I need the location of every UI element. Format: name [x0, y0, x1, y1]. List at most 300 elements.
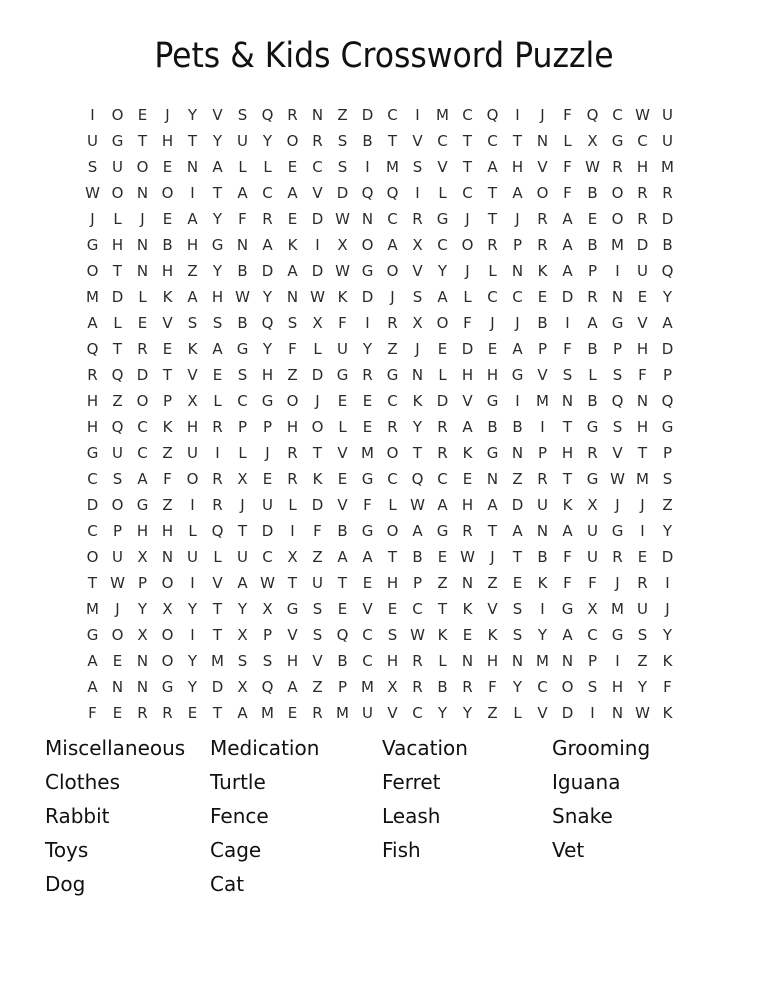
grid-letter: F — [563, 574, 572, 592]
grid-letter: J — [665, 600, 670, 618]
grid-letter: Z — [337, 106, 348, 124]
grid-letter: O — [536, 184, 549, 202]
grid-letter: T — [312, 444, 323, 462]
word-item: Medication — [210, 736, 320, 760]
grid-letter: K — [162, 418, 173, 436]
grid-letter: B — [412, 548, 423, 566]
grid-letter: J — [315, 392, 320, 410]
grid-letter: C — [387, 106, 398, 124]
grid-letter: C — [362, 626, 373, 644]
grid-letter: A — [237, 704, 248, 722]
grid-letter: S — [87, 158, 98, 176]
grid-letter: R — [412, 678, 423, 696]
grid-letter: C — [612, 106, 623, 124]
grid-letter: S — [312, 626, 323, 644]
grid-letter: W — [110, 574, 125, 592]
grid-letter: R — [287, 444, 298, 462]
grid-letter: S — [237, 652, 248, 670]
grid-letter: R — [462, 522, 473, 540]
grid-letter: C — [387, 392, 398, 410]
grid-letter: T — [462, 158, 473, 176]
grid-letter: P — [587, 262, 598, 280]
grid-letter: H — [561, 444, 574, 462]
grid-letter: K — [562, 496, 573, 514]
grid-letter: D — [111, 288, 124, 306]
grid-letter: G — [236, 340, 249, 358]
grid-letter: W — [335, 210, 350, 228]
grid-letter: C — [362, 652, 373, 670]
grid-letter: D — [561, 704, 574, 722]
grid-letter: K — [287, 236, 298, 254]
grid-letter: L — [438, 366, 447, 384]
grid-letter: K — [437, 626, 448, 644]
grid-letter: K — [537, 574, 548, 592]
grid-letter: Z — [662, 496, 673, 514]
grid-letter: C — [437, 470, 448, 488]
grid-letter: S — [612, 366, 623, 384]
grid-letter: Z — [637, 652, 648, 670]
grid-letter: M — [336, 704, 349, 722]
grid-letter: C — [462, 184, 473, 202]
grid-letter: W — [410, 496, 425, 514]
grid-letter: L — [513, 704, 522, 722]
grid-letter: J — [615, 574, 620, 592]
grid-letter: Z — [512, 470, 523, 488]
grid-letter: B — [587, 392, 598, 410]
word-list-column — [210, 731, 319, 901]
grid-letter: Q — [411, 470, 424, 488]
grid-letter: J — [165, 106, 170, 124]
grid-letter: F — [488, 678, 497, 696]
grid-letter: B — [587, 340, 598, 358]
grid-letter: T — [112, 340, 123, 358]
grid-letter: A — [362, 548, 373, 566]
grid-letter: U — [237, 548, 248, 566]
grid-letter: L — [463, 288, 472, 306]
grid-letter: X — [137, 548, 148, 566]
grid-letter: Z — [112, 392, 123, 410]
grid-letter: S — [512, 600, 523, 618]
grid-letter: D — [211, 678, 224, 696]
grid-letter: O — [111, 106, 124, 124]
grid-letter: H — [86, 392, 99, 410]
grid-letter: L — [588, 366, 597, 384]
grid-letter: H — [286, 652, 299, 670]
grid-letter: T — [112, 262, 123, 280]
grid-letter: F — [663, 678, 672, 696]
grid-letter: D — [311, 210, 324, 228]
grid-letter: L — [238, 158, 247, 176]
grid-letter: N — [561, 392, 574, 410]
word-item: Vacation — [382, 736, 468, 760]
grid-letter: J — [140, 210, 145, 228]
grid-letter: J — [115, 600, 120, 618]
grid-letter: N — [511, 444, 524, 462]
grid-letter: K — [487, 626, 498, 644]
grid-letter: J — [240, 496, 245, 514]
grid-letter: R — [537, 236, 548, 254]
grid-letter: N — [136, 236, 149, 254]
grid-letter: N — [611, 288, 624, 306]
grid-letter: I — [415, 184, 420, 202]
grid-letter: I — [290, 522, 295, 540]
grid-letter: Y — [212, 132, 223, 150]
grid-letter: Y — [412, 418, 423, 436]
grid-letter: F — [288, 340, 297, 358]
word-item: Snake — [552, 804, 613, 828]
grid-letter: O — [111, 496, 124, 514]
grid-letter: V — [212, 106, 223, 124]
grid-letter: B — [162, 236, 173, 254]
grid-letter: A — [487, 158, 498, 176]
grid-letter: Y — [137, 600, 148, 618]
grid-letter: H — [186, 418, 199, 436]
grid-letter: O — [161, 626, 174, 644]
grid-letter: V — [312, 652, 323, 670]
grid-letter: K — [537, 262, 548, 280]
grid-letter: F — [563, 158, 572, 176]
grid-letter: O — [186, 470, 199, 488]
grid-letter: M — [661, 158, 674, 176]
grid-letter: D — [361, 106, 374, 124]
grid-letter: I — [190, 184, 195, 202]
grid-letter: P — [337, 678, 348, 696]
grid-letter: Q — [361, 184, 374, 202]
grid-letter: A — [187, 210, 198, 228]
word-list-column — [45, 731, 185, 901]
grid-letter: L — [263, 158, 272, 176]
grid-letter: Z — [187, 262, 198, 280]
grid-letter: X — [312, 314, 323, 332]
word-item: Toys — [45, 838, 89, 862]
grid-letter: X — [287, 548, 298, 566]
grid-letter: E — [512, 574, 523, 592]
grid-letter: P — [537, 444, 548, 462]
grid-letter: G — [611, 626, 624, 644]
grid-letter: J — [465, 262, 470, 280]
grid-letter: F — [313, 522, 322, 540]
grid-letter: F — [238, 210, 247, 228]
grid-letter: T — [487, 522, 498, 540]
grid-letter: Y — [362, 340, 373, 358]
grid-letter: G — [161, 678, 174, 696]
grid-letter: R — [462, 678, 473, 696]
grid-letter: K — [337, 288, 348, 306]
grid-letter: I — [515, 392, 520, 410]
grid-letter: A — [387, 236, 398, 254]
grid-letter: K — [662, 652, 673, 670]
grid-letter: R — [287, 470, 298, 488]
grid-letter: G — [386, 366, 399, 384]
grid-letter: C — [262, 548, 273, 566]
grid-letter: V — [287, 626, 298, 644]
grid-letter: T — [462, 132, 473, 150]
grid-letter: E — [462, 470, 473, 488]
grid-letter: N — [136, 262, 149, 280]
grid-letter: M — [86, 288, 99, 306]
grid-letter: P — [137, 574, 148, 592]
grid-letter: U — [362, 704, 373, 722]
grid-letter: D — [311, 496, 324, 514]
grid-letter: M — [536, 392, 549, 410]
grid-letter: Y — [462, 704, 473, 722]
grid-letter: J — [515, 210, 520, 228]
grid-letter: F — [338, 314, 347, 332]
grid-letter: I — [190, 574, 195, 592]
grid-letter: T — [562, 418, 573, 436]
grid-letter: O — [561, 678, 574, 696]
grid-letter: F — [463, 314, 472, 332]
grid-letter: X — [387, 678, 398, 696]
grid-letter: T — [387, 548, 398, 566]
grid-letter: S — [337, 158, 348, 176]
grid-letter: R — [662, 184, 673, 202]
grid-letter: I — [540, 600, 545, 618]
grid-letter: A — [237, 184, 248, 202]
grid-letter: R — [387, 418, 398, 436]
grid-letter: W — [610, 470, 625, 488]
grid-letter: U — [662, 132, 673, 150]
grid-letter: Y — [262, 288, 273, 306]
grid-letter: T — [437, 600, 448, 618]
grid-letter: R — [212, 418, 223, 436]
grid-letter: L — [188, 522, 197, 540]
grid-letter: S — [587, 678, 598, 696]
grid-letter: R — [387, 314, 398, 332]
grid-letter: X — [137, 626, 148, 644]
grid-letter: P — [587, 652, 598, 670]
grid-letter: T — [87, 574, 98, 592]
grid-letter: Q — [211, 522, 224, 540]
grid-letter: H — [186, 236, 199, 254]
grid-letter: T — [287, 574, 298, 592]
grid-letter: A — [512, 340, 523, 358]
grid-letter: L — [213, 548, 222, 566]
grid-letter: A — [562, 210, 573, 228]
grid-letter: N — [286, 288, 299, 306]
grid-letter: W — [460, 548, 475, 566]
word-search-grid — [80, 102, 680, 726]
grid-letter: R — [437, 418, 448, 436]
grid-letter: C — [487, 132, 498, 150]
grid-letter: L — [313, 340, 322, 358]
grid-letter: Y — [187, 652, 198, 670]
grid-letter: A — [512, 522, 523, 540]
grid-letter: B — [537, 548, 548, 566]
grid-letter: J — [265, 444, 270, 462]
grid-letter: Q — [661, 392, 674, 410]
grid-letter: N — [161, 548, 174, 566]
grid-letter: S — [662, 470, 673, 488]
grid-letter: C — [637, 132, 648, 150]
grid-letter: C — [412, 704, 423, 722]
grid-letter: K — [462, 444, 473, 462]
grid-letter: N — [461, 574, 474, 592]
grid-letter: Z — [487, 574, 498, 592]
page-title: Pets & Kids Crossword Puzzle — [154, 36, 614, 76]
grid-letter: P — [412, 574, 423, 592]
grid-letter: A — [287, 262, 298, 280]
grid-letter: E — [587, 210, 598, 228]
grid-letter: R — [612, 548, 623, 566]
grid-letter: X — [412, 236, 423, 254]
grid-letter: T — [487, 210, 498, 228]
grid-letter: O — [286, 132, 299, 150]
grid-letter: I — [640, 522, 645, 540]
grid-letter: G — [486, 444, 499, 462]
grid-letter: T — [487, 184, 498, 202]
grid-letter: R — [212, 496, 223, 514]
grid-letter: J — [640, 496, 645, 514]
grid-letter: I — [415, 106, 420, 124]
grid-letter: U — [112, 548, 123, 566]
grid-letter: O — [386, 444, 399, 462]
grid-letter: R — [362, 366, 373, 384]
grid-letter: O — [161, 574, 174, 592]
grid-letter: O — [361, 236, 374, 254]
grid-letter: G — [586, 470, 599, 488]
grid-letter: A — [562, 236, 573, 254]
grid-letter: W — [335, 262, 350, 280]
grid-letter: V — [162, 314, 173, 332]
grid-letter: E — [262, 470, 273, 488]
grid-letter: H — [511, 158, 524, 176]
grid-letter: G — [136, 496, 149, 514]
grid-letter: O — [86, 548, 99, 566]
grid-letter: O — [136, 392, 149, 410]
grid-letter: O — [461, 236, 474, 254]
grid-letter: D — [311, 262, 324, 280]
grid-letter: T — [387, 132, 398, 150]
grid-letter: H — [611, 678, 624, 696]
grid-letter: C — [387, 210, 398, 228]
grid-letter: L — [213, 392, 222, 410]
grid-letter: R — [587, 444, 598, 462]
grid-letter: G — [111, 132, 124, 150]
grid-letter: Q — [486, 106, 499, 124]
grid-letter: P — [262, 626, 273, 644]
grid-letter: X — [587, 132, 598, 150]
grid-letter: N — [611, 704, 624, 722]
grid-letter: N — [186, 158, 199, 176]
grid-letter: Z — [487, 704, 498, 722]
grid-letter: T — [137, 132, 148, 150]
grid-letter: A — [587, 314, 598, 332]
grid-letter: K — [312, 470, 323, 488]
grid-letter: A — [487, 496, 498, 514]
grid-letter: H — [486, 652, 499, 670]
grid-letter: T — [212, 600, 223, 618]
grid-letter: H — [636, 158, 649, 176]
grid-letter: H — [461, 496, 474, 514]
grid-letter: V — [537, 366, 548, 384]
word-item: Miscellaneous — [45, 736, 186, 760]
grid-letter: G — [261, 392, 274, 410]
grid-letter: D — [661, 340, 674, 358]
grid-letter: A — [212, 340, 223, 358]
grid-letter: U — [312, 574, 323, 592]
grid-letter: C — [312, 158, 323, 176]
grid-letter: U — [662, 106, 673, 124]
grid-letter: G — [436, 210, 449, 228]
grid-letter: J — [90, 210, 95, 228]
grid-letter: X — [162, 600, 173, 618]
grid-letter: Z — [312, 548, 323, 566]
grid-letter: B — [487, 418, 498, 436]
grid-letter: E — [387, 600, 398, 618]
grid-letter: I — [665, 574, 670, 592]
grid-letter: E — [487, 340, 498, 358]
grid-letter: D — [86, 496, 99, 514]
grid-letter: M — [86, 600, 99, 618]
grid-letter: E — [437, 340, 448, 358]
grid-letter: V — [337, 444, 348, 462]
grid-letter: U — [537, 496, 548, 514]
grid-letter: G — [86, 444, 99, 462]
grid-letter: M — [611, 236, 624, 254]
grid-letter: S — [287, 314, 298, 332]
grid-letter: G — [486, 392, 499, 410]
grid-letter: G — [436, 522, 449, 540]
word-item: Turtle — [210, 770, 266, 794]
grid-letter: X — [262, 600, 273, 618]
grid-letter: U — [262, 496, 273, 514]
grid-letter: Z — [312, 678, 323, 696]
grid-letter: T — [412, 444, 423, 462]
grid-letter: E — [162, 340, 173, 358]
grid-letter: R — [287, 106, 298, 124]
grid-letter: L — [438, 652, 447, 670]
grid-letter: C — [87, 522, 98, 540]
grid-letter: F — [563, 548, 572, 566]
grid-letter: T — [212, 184, 223, 202]
grid-letter: Q — [111, 366, 124, 384]
grid-letter: U — [187, 548, 198, 566]
grid-letter: A — [212, 158, 223, 176]
grid-letter: E — [162, 210, 173, 228]
grid-letter: O — [286, 392, 299, 410]
grid-letter: S — [237, 106, 248, 124]
grid-letter: M — [636, 470, 649, 488]
grid-letter: D — [436, 392, 449, 410]
word-item: Cat — [210, 872, 245, 896]
grid-letter: C — [237, 392, 248, 410]
grid-letter: Y — [212, 262, 223, 280]
grid-letter: G — [361, 522, 374, 540]
grid-letter: N — [486, 470, 499, 488]
grid-letter: C — [412, 600, 423, 618]
grid-letter: B — [237, 314, 248, 332]
grid-letter: N — [136, 184, 149, 202]
grid-letter: H — [386, 574, 399, 592]
grid-letter: W — [410, 626, 425, 644]
grid-letter: N — [511, 652, 524, 670]
grid-letter: H — [261, 366, 274, 384]
grid-letter: E — [362, 418, 373, 436]
grid-letter: G — [611, 314, 624, 332]
grid-letter: J — [415, 340, 420, 358]
grid-letter: J — [515, 314, 520, 332]
grid-letter: I — [190, 626, 195, 644]
grid-letter: K — [412, 392, 423, 410]
grid-letter: S — [562, 366, 573, 384]
grid-letter: P — [537, 340, 548, 358]
grid-letter: C — [137, 444, 148, 462]
grid-letter: F — [163, 470, 172, 488]
grid-letter: A — [287, 184, 298, 202]
word-item: Fish — [382, 838, 421, 862]
grid-letter: W — [310, 288, 325, 306]
